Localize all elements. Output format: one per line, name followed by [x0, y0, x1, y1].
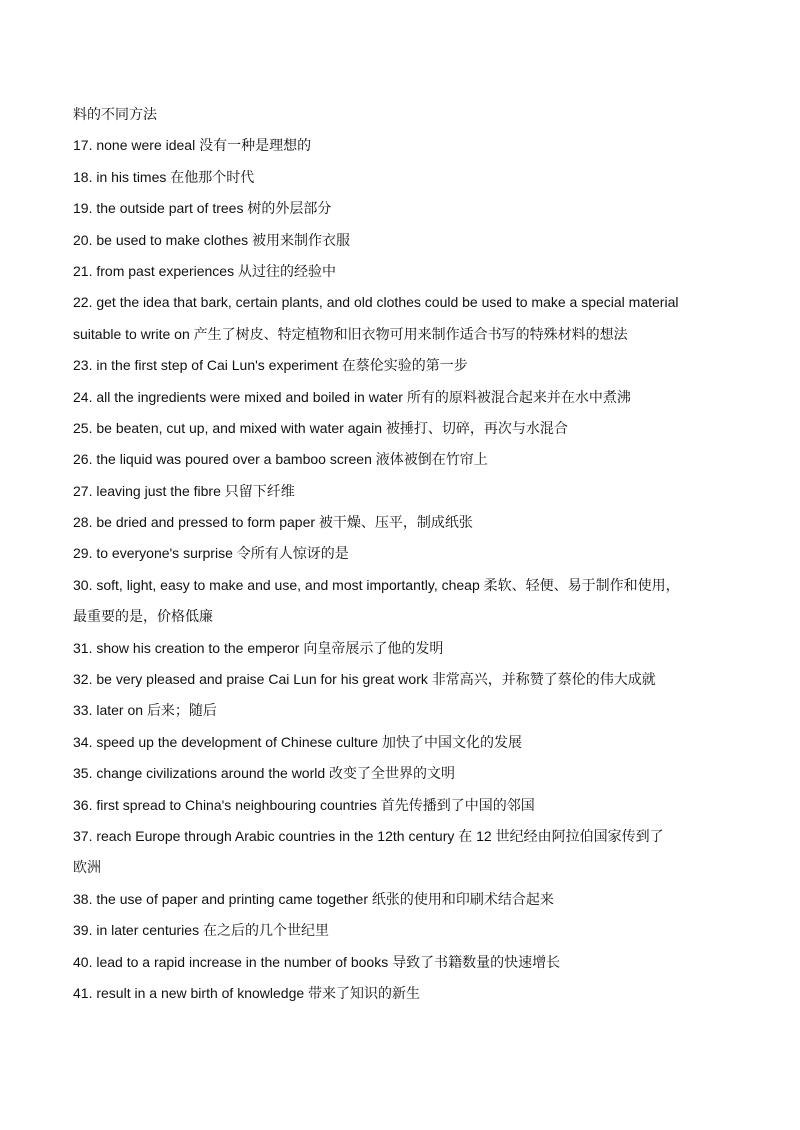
- text-line: 24. all the ingredients were mixed and boiled in water 所有的原料被混合起来并在水中煮沸: [73, 388, 631, 405]
- text-line: 37. reach Europe through Arabic countries in the 12th century 在 12 世纪经由阿拉伯国家传到了: [73, 827, 664, 844]
- text-line: suitable to write on 产生了树皮、特定植物和旧衣物可用来制作适合书写的特殊材料的想法: [73, 325, 628, 342]
- text-line: 19. the outside part of trees 树的外层部分: [73, 200, 332, 217]
- document-page: [73, 99, 733, 1009]
- text-line: 32. be very pleased and praise Cai Lun for his great work 非常高兴，并称赞了蔡伦的伟大成就: [73, 671, 656, 688]
- text-line: 18. in his times 在他那个时代: [73, 168, 255, 185]
- text-line: 41. result in a new birth of knowledge 带来了知识的新生: [73, 984, 421, 1001]
- text-line: 38. the use of paper and printing came together 纸张的使用和印刷术结合起来: [73, 890, 554, 907]
- text-line: 34. speed up the development of Chinese culture 加快了中国文化的发展: [73, 733, 522, 750]
- text-line: 26. the liquid was poured over a bamboo screen 液体被倒在竹帘上: [73, 451, 488, 468]
- text-line: 28. be dried and pressed to form paper 被干燥、压平，制成纸张: [73, 514, 473, 531]
- text-line: 21. from past experiences 从过往的经验中: [73, 262, 336, 279]
- text-line: 料的不同方法: [73, 106, 157, 122]
- text-line: 33. later on 后来；随后: [73, 702, 217, 719]
- text-line: 23. in the first step of Cai Lun's experiment 在蔡伦实验的第一步: [73, 357, 468, 374]
- text-line: 欧洲: [73, 859, 101, 876]
- text-line: 39. in later centuries 在之后的几个世纪里: [73, 922, 329, 939]
- text-line: 35. change civilizations around the world 改变了全世界的文明: [73, 765, 456, 782]
- text-line: 25. be beaten, cut up, and mixed with water again 被捶打、切碎，再次与水混合: [73, 419, 568, 436]
- text-line: 17. none were ideal 没有一种是理想的: [73, 137, 312, 154]
- text-line: 22. get the idea that bark, certain plants, and old clothes could be used to make a special material: [73, 294, 679, 311]
- text-line: 36. first spread to China's neighbouring countries 首先传播到了中国的邻国: [73, 796, 535, 813]
- text-line: 30. soft, light, easy to make and use, and most importantly, cheap 柔软、轻便、易于制作和使用，: [73, 576, 680, 593]
- text-line: 最重要的是，价格低廉: [73, 608, 213, 625]
- text-line: 27. leaving just the fibre 只留下纤维: [73, 482, 295, 499]
- text-line: 20. be used to make clothes 被用来制作衣服: [73, 231, 350, 248]
- text-line: 40. lead to a rapid increase in the number of books 导致了书籍数量的快速增长: [73, 953, 561, 970]
- text-line: 31. show his creation to the emperor 向皇帝展示了他的发明: [73, 639, 444, 656]
- text-line: 29. to everyone's surprise 令所有人惊讶的是: [73, 545, 349, 562]
